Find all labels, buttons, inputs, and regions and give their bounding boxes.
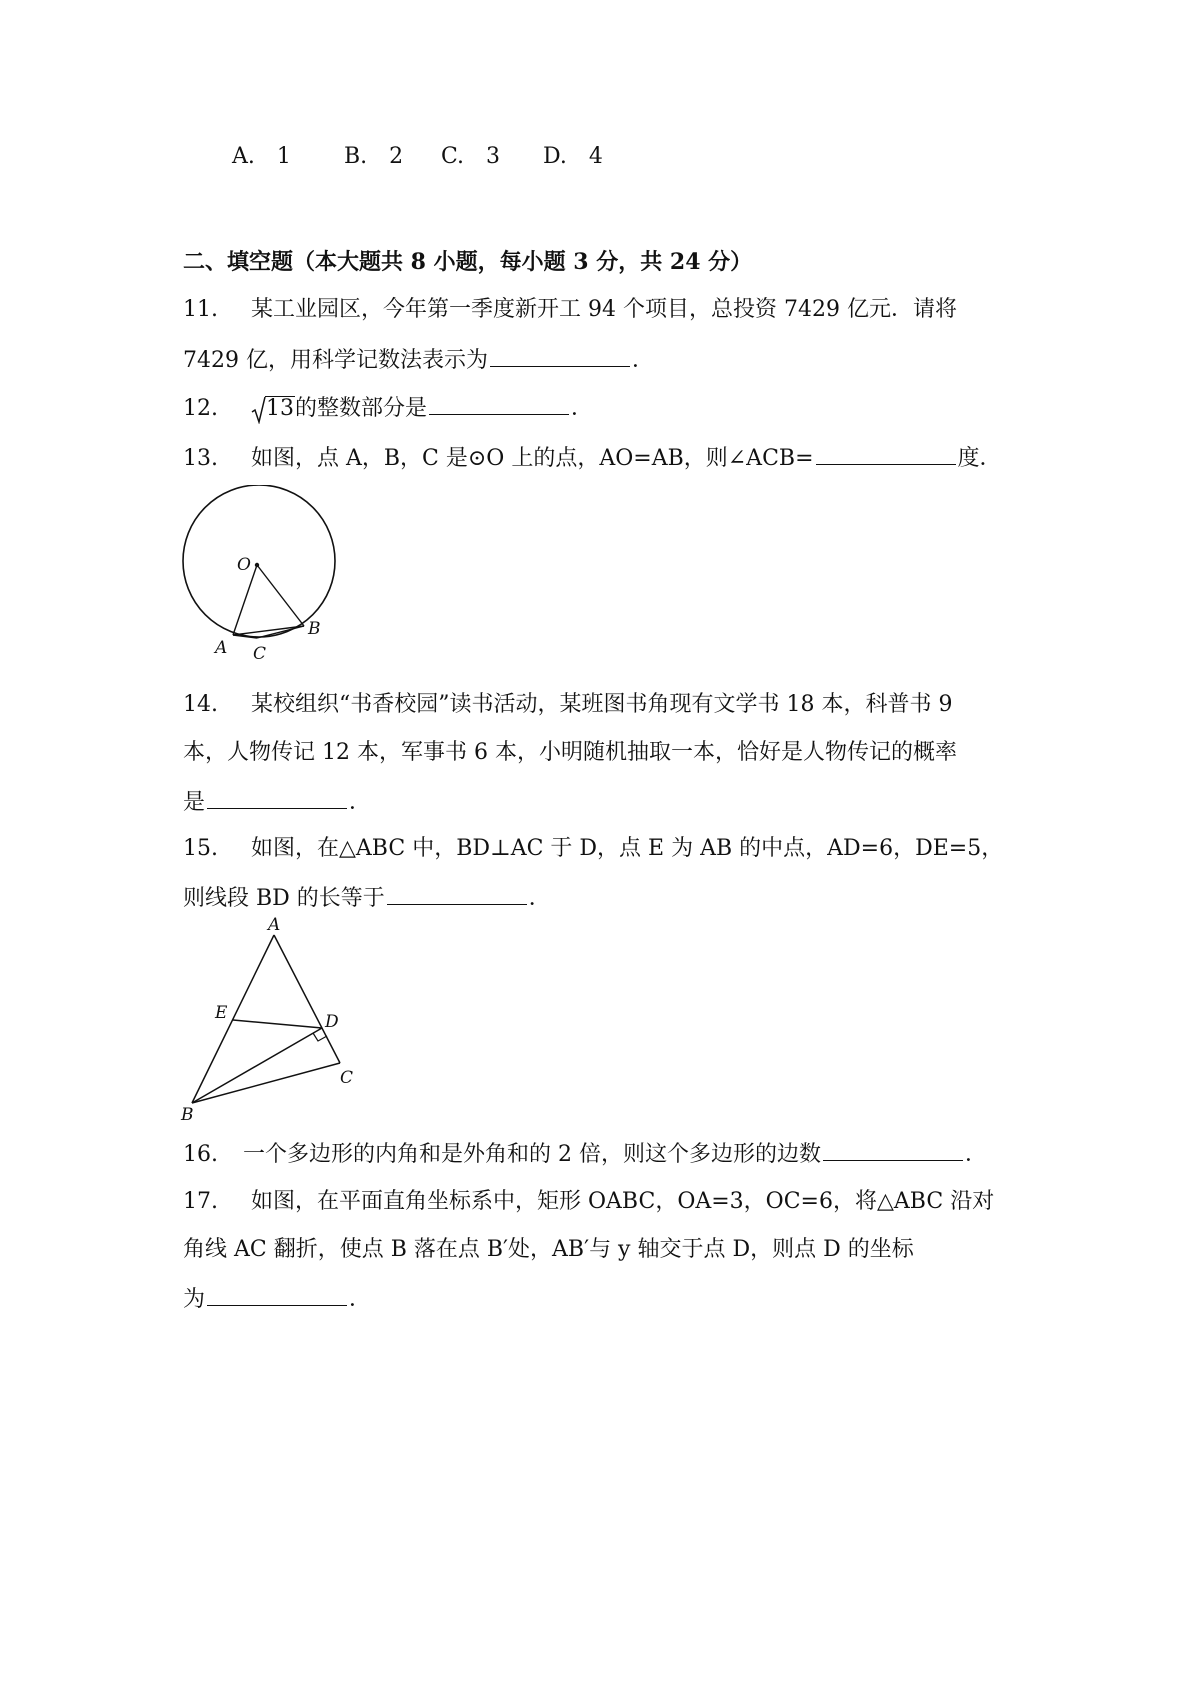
answer-blank[interactable] xyxy=(207,786,347,809)
question-text: 则线段 BD 的长等于 xyxy=(183,886,385,911)
question-text: 是 xyxy=(183,790,206,815)
sqrt-radicand: 13 xyxy=(266,396,294,421)
label-a: A xyxy=(215,638,228,658)
question-number: 16. xyxy=(183,1142,218,1167)
question-11-line2 xyxy=(183,344,654,376)
question-text: 如图，点 A，B，C 是⊙O 上的点，AO=AB，则∠ACB= xyxy=(251,446,814,471)
question-12 xyxy=(183,392,593,424)
question-text: 如图，在△ABC 中，BD⊥AC 于 D，点 E 为 AB 的中点，AD=6，DE=5， xyxy=(251,836,1004,861)
question-number: 13. xyxy=(183,446,218,471)
question-13 xyxy=(183,442,1002,474)
question-text: 如图，在平面直角坐标系中，矩形 OABC，OA=3，OC=6，将△ABC 沿对 xyxy=(251,1189,995,1214)
question-text: 某校组织“书香校园”读书活动，某班图书角现有文学书 18 本，科普书 9 xyxy=(251,692,953,717)
label-e: E xyxy=(215,1003,228,1023)
question-text: 本，人物传记 12 本，军事书 6 本，小明随机抽取一本，恰好是人物传记的概率 xyxy=(183,740,957,765)
question-14-line3 xyxy=(183,786,371,818)
question-text: ． xyxy=(349,1287,372,1312)
answer-blank[interactable] xyxy=(816,442,956,465)
question-text: ． xyxy=(528,886,551,911)
option-a: A. 1 xyxy=(232,144,291,169)
label-c: C xyxy=(340,1068,354,1088)
answer-blank[interactable] xyxy=(429,392,569,415)
question-number: 11. xyxy=(183,297,218,322)
section-heading: 二、填空题（本大题共 8 小题，每小题 3 分，共 24 分） xyxy=(183,249,753,275)
option-b: B. 2 xyxy=(344,144,404,169)
radical-sign-icon xyxy=(251,396,267,424)
label-c: C xyxy=(253,644,267,664)
label-o: O xyxy=(237,555,251,575)
question-17-line2 xyxy=(183,1235,914,1265)
question-17-line1 xyxy=(183,1187,994,1217)
answer-blank[interactable] xyxy=(387,882,527,905)
question-14-line2 xyxy=(183,738,957,768)
label-a: A xyxy=(268,915,281,935)
question-text: ． xyxy=(631,348,654,373)
question-number: 14. xyxy=(183,692,218,717)
figure-circle-o xyxy=(175,485,355,665)
question-text: ． xyxy=(571,396,594,421)
option-c: C. 3 xyxy=(441,144,501,169)
answer-blank[interactable] xyxy=(823,1138,963,1161)
question-text: 7429 亿，用科学记数法表示为 xyxy=(183,348,488,373)
sqrt-expression xyxy=(251,394,295,424)
question-11-line1 xyxy=(183,295,957,325)
option-d: D. 4 xyxy=(543,144,603,169)
question-number: 17. xyxy=(183,1189,218,1214)
question-text: 为 xyxy=(183,1287,206,1312)
question-15-line1 xyxy=(183,834,1003,864)
question-16 xyxy=(183,1138,987,1170)
question-text: 的整数部分是 xyxy=(295,396,428,421)
question-15-line2 xyxy=(183,882,551,914)
answer-blank[interactable] xyxy=(490,344,630,367)
label-b: B xyxy=(181,1105,194,1125)
figure-triangle-abc xyxy=(175,915,365,1125)
question-17-line3 xyxy=(183,1283,371,1315)
question-text: 一个多边形的内角和是外角和的 2 倍，则这个多边形的边数 xyxy=(243,1142,821,1167)
question-number: 15. xyxy=(183,836,218,861)
question-text: 某工业园区，今年第一季度新开工 94 个项目，总投资 7429 亿元．请将 xyxy=(251,297,957,322)
label-d: D xyxy=(325,1012,339,1032)
question-text: 度． xyxy=(957,446,1002,471)
question-text: ． xyxy=(349,790,372,815)
question-14-line1 xyxy=(183,690,952,720)
question-number: 12. xyxy=(183,396,218,421)
answer-blank[interactable] xyxy=(207,1283,347,1306)
question-text: 角线 AC 翻折，使点 B 落在点 B′处，AB′与 y 轴交于点 D，则点 D 的坐标 xyxy=(183,1237,914,1262)
question-text: ． xyxy=(965,1142,988,1167)
answer-options xyxy=(232,142,603,172)
label-b: B xyxy=(308,619,321,639)
